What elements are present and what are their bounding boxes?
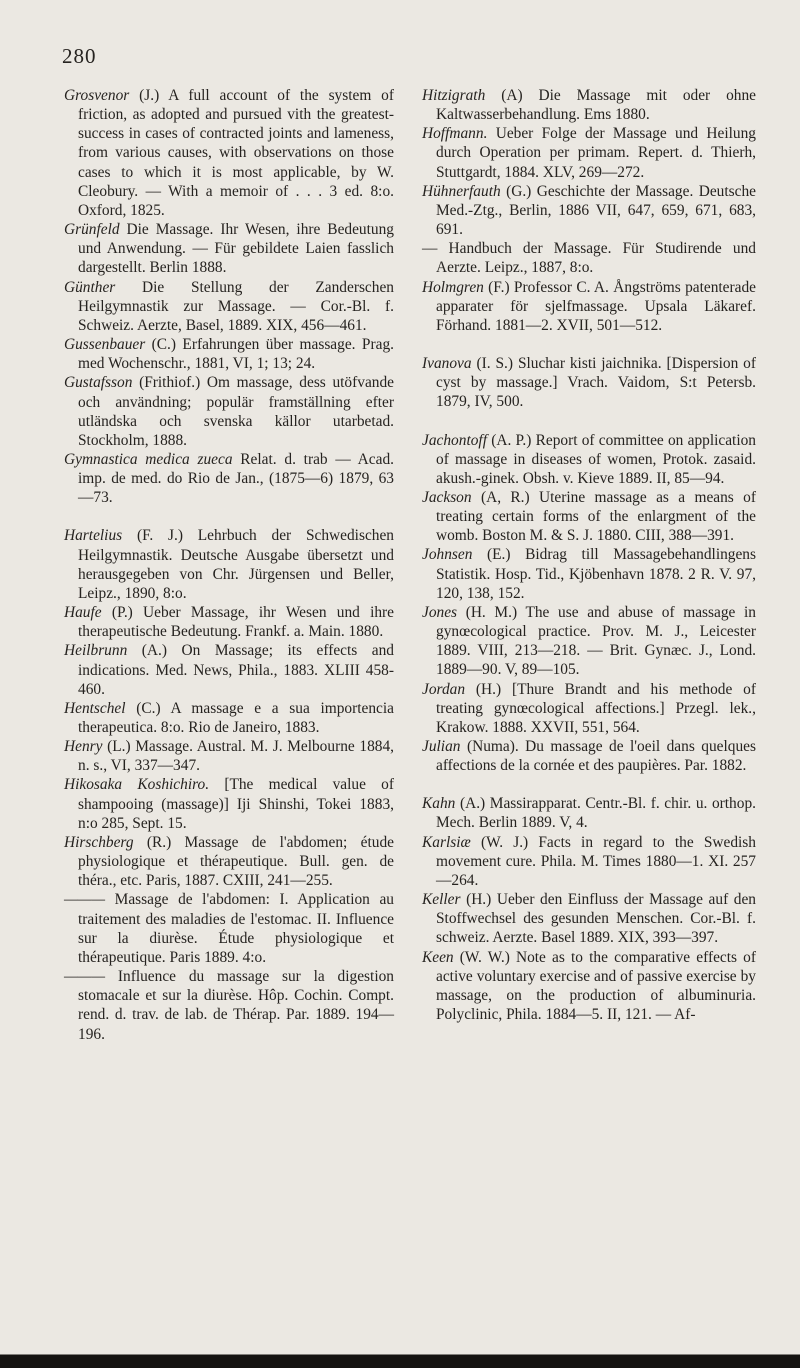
bibliography-entry	[422, 431, 756, 488]
entry-text: (I. S.) Sluchar kisti jaichnika. [Dispersion of cyst by massage.] Vrach. Vaidom, S:t Petersb. 1879, IV, 500.	[436, 355, 756, 411]
entry-text: (A. P.) Report of committee on application of massage in diseases of women, Protok. zasaid. akush.-ginek. Obsh. v. Kieve 1889. II, 85—94.	[436, 431, 756, 487]
bibliography-entry	[64, 775, 394, 832]
entry-author: Hoffmann.	[422, 125, 488, 143]
entry-text: — Handbuch der Massage. Für Studirende und Aerzte. Leipz., 1887, 8:o.	[422, 240, 756, 277]
bibliography-entry	[64, 86, 394, 220]
bibliography-entry	[64, 641, 394, 698]
entry-text: (A.) On Massage; its effects and indications. Med. News, Phila., 1883. XLIII 458-460.	[78, 642, 394, 698]
bibliography-entry	[422, 488, 756, 545]
entry-author: ———	[64, 968, 106, 986]
bibliography-entry	[64, 890, 394, 967]
entry-author: Keller	[422, 891, 461, 909]
entry-author: Henry	[64, 738, 103, 756]
bibliography-entry	[422, 680, 756, 737]
entry-author: Günther	[64, 278, 116, 296]
bibliography-entry	[64, 737, 394, 775]
entry-text: (G.) Geschichte der Massage. Deutsche Med.-Ztg., Berlin, 1886 VII, 647, 659, 671, 683, 691.	[436, 182, 756, 239]
bibliography-entry	[64, 833, 394, 890]
entry-author: Jackson	[422, 488, 472, 506]
entry-author: Grünfeld	[64, 221, 120, 239]
entry-author: Gustafsson	[64, 374, 133, 392]
entry-text: (A) Die Massage mit oder ohne Kaltwasserbehandlung. Ems 1880.	[436, 87, 756, 124]
entry-author: Hentschel	[64, 699, 126, 717]
entry-author: Hitzigrath	[422, 87, 486, 104]
bibliography-entry	[422, 182, 756, 239]
entry-author: Hikosaka Koshichiro.	[64, 776, 210, 794]
bibliography-entry	[64, 967, 394, 1044]
entry-author: Julian	[422, 738, 461, 755]
entry-text: (Frithiof.) Om massage, dess utöfvande och användning; populär framställning efter utländska och svenska källor utarbetad. Stockholm, 1888.	[78, 374, 394, 449]
entry-author: Hartelius	[64, 527, 123, 545]
entry-text: Massage de l'abdomen: I. Application au traitement des maladies de l'estomac. II. Influence sur la diurèse. Étude physiologique et thérapeutique. Paris 1889. 4:o.	[78, 891, 394, 966]
entry-author: Jordan	[422, 680, 466, 698]
entry-author: Heilbrunn	[64, 642, 128, 660]
entry-text: (A.) Massirapparat. Centr.-Bl. f. chir. u. orthop. Mech. Berlin 1889. V, 4.	[436, 795, 756, 832]
entry-text: (C.) A massage e a sua importencia therapeutica. 8:o. Rio de Janeiro, 1883.	[78, 699, 394, 736]
bibliography-entry	[64, 335, 394, 373]
entry-author: Jachontoff	[422, 431, 487, 449]
page-number: 280	[62, 44, 97, 68]
left-column	[64, 86, 394, 1044]
entry-text: (W. J.) Facts in regard to the Swedish movement cure. Phila. M. Times 1880—1. XI. 257—264.	[436, 833, 756, 889]
bibliography-entry	[64, 278, 394, 335]
entry-author: Johnsen	[422, 546, 473, 564]
bibliography-entry	[422, 354, 756, 411]
entry-text: Relat. d. trab — Acad. imp. de med. do Rio de Jan., (1875—6) 1879, 63—73.	[78, 450, 394, 507]
entry-author: Jones	[422, 603, 458, 621]
entry-author: Grosvenor	[64, 87, 130, 104]
bibliography-entry	[422, 278, 756, 335]
bibliography-entry	[422, 545, 756, 602]
bibliography-entry	[422, 124, 756, 181]
entry-text: (J.) A full account of the system of friction, as adopted and pursued vith the greatest-success in cases of contracted joints and lameness, from various causes, with observations on those cases to which it is most applicable, by W. Cleobury. — With a memoir of . . . 3 ed. 8:o. Oxford, 1825.	[78, 87, 394, 219]
entry-text: (H.) [Thure Brandt and his methode of treating gynœcological affections.] Przegl. lek., Krakow. 1888. XXVII, 551, 564.	[436, 680, 756, 736]
right-column	[422, 86, 756, 1024]
entry-author: Gymnastica medica zueca	[64, 450, 233, 468]
bibliography-entry	[64, 220, 394, 277]
bottom-rule	[0, 1346, 800, 1368]
entry-author: Gussenbauer	[64, 336, 146, 354]
entry-text: (E.) Bidrag till Massagebehandlingens Statistik. Hosp. Tid., Kjöbenhavn 1878. 2 R. V. 97, 120, 138, 152.	[436, 546, 756, 602]
bibliography-entry	[422, 948, 756, 1025]
entry-text: (P.) Ueber Massage, ihr Wesen und ihre therapeutische Bedeutung. Frankf. a. Main. 1880.	[78, 604, 394, 641]
bibliography-entry	[64, 450, 394, 507]
entry-text: (F. J.) Lehrbuch der Schwedischen Heilgymnastik. Deutsche Ausgabe übersetzt und herausgegeben von Chr. Jürgensen und Beller, Leipz., 1890, 8:o.	[78, 527, 394, 602]
bibliography-entry	[64, 373, 394, 450]
entry-text: Die Massage. Ihr Wesen, ihre Bedeutung und Anwendung. — Für gebildete Laien fasslich dargestellt. Berlin 1888.	[78, 221, 394, 277]
entry-author: ———	[64, 891, 106, 909]
entry-author: Hühnerfauth	[422, 182, 501, 200]
bibliography-entry	[422, 603, 756, 680]
entry-author: Keen	[422, 948, 454, 966]
bibliography-entry	[422, 86, 756, 124]
entry-text: [The medical value of shampooing (massage)] Iji Shinshi, Tokei 1883, n:o 285, Sept. 15.	[78, 776, 394, 832]
entry-author: Holmgren	[422, 278, 484, 296]
entry-text: (A, R.) Uterine massage as a means of treating certain forms of the enlargment of the womb. Boston M. & S. J. 1880. CIII, 388—391.	[436, 488, 756, 545]
entry-text: (R.) Massage de l'abdomen; étude physiologique et thérapeutique. Bull. gen. de théra., etc. Paris, 1887. CXIII, 241—255.	[78, 833, 394, 890]
bibliography-entry	[422, 239, 756, 277]
bibliography-entry	[422, 737, 756, 775]
bibliography-entry	[64, 699, 394, 737]
entry-text: (C.) Erfahrungen über massage. Prag. med Wochenschr., 1881, VI, 1; 13; 24.	[78, 336, 394, 373]
bibliography-entry	[64, 603, 394, 641]
entry-author: Ivanova	[422, 355, 472, 373]
bibliography-entry	[422, 794, 756, 832]
entry-author: Haufe	[64, 604, 102, 622]
entry-text: (W. W.) Note as to the comparative effects of active voluntary exercise and of passive exercise by massage, on the production of albuminuria. Polyclinic, Phila. 1884—5. II, 121. — Af-	[436, 948, 756, 1024]
entry-text: (F.) Professor C. A. Ångströms patenterade apparater för sjelfmassage. Upsala Läkaref. Förhand. 1881—2. XVII, 501—512.	[436, 278, 756, 334]
entry-text: (Numa). Du massage de l'oeil dans quelques affections de la cornée et des paupières. Par. 1882.	[436, 738, 756, 775]
entry-text: (L.) Massage. Austral. M. J. Melbourne 1884, n. s., VI, 337—347.	[78, 738, 394, 775]
entry-text: Influence du massage sur la digestion stomacale et sur la diurèse. Hôp. Cochin. Compt. rend. d. trav. de lab. de Thérap. Par. 1889. 194—196.	[78, 968, 394, 1043]
entry-author: Karlsiæ	[422, 833, 471, 851]
bibliography-entry	[64, 526, 394, 603]
bibliography-entry	[422, 833, 756, 890]
entry-text: Die Stellung der Zanderschen Heilgymnastik zur Massage. — Cor.-Bl. f. Schweiz. Aerzte, Basel, 1889. XIX, 456—461.	[78, 278, 394, 334]
entry-text: (H.) Ueber den Einfluss der Massage auf den Stoffwechsel des gesunden Menschen. Cor.-Bl. f. schweiz. Aerzte. Basel 1889. XIX, 393—397.	[436, 891, 756, 947]
entry-text: (H. M.) The use and abuse of massage in gynœcological practice. Prov. M. J., Leicester 1889. VIII, 213—218. — Brit. Gynæc. J., Lond. 1889—90. V, 89—105.	[436, 603, 756, 679]
entry-author: Kahn	[422, 795, 456, 813]
entry-text: Ueber Folge der Massage und Heilung durch Operation per primam. Repert. d. Thierh, Stuttgardt, 1884. XLV, 269—272.	[436, 125, 756, 181]
bibliography-entry	[422, 890, 756, 947]
entry-author: Hirschberg	[64, 833, 134, 851]
